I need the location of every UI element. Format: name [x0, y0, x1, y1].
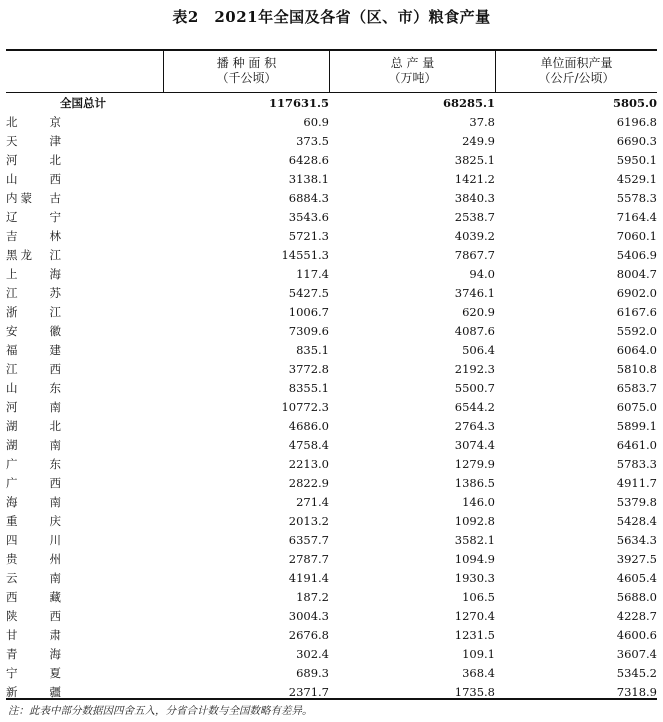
total-output: 68285.1 — [442, 95, 495, 110]
province-name: 天 津 — [6, 133, 61, 148]
yield-cell: 6167.6 — [616, 304, 657, 319]
sown-area-cell: 3004.3 — [288, 608, 329, 623]
header-yield — [496, 56, 657, 86]
table-row — [6, 359, 657, 378]
province-name: 黑龙 江 — [6, 247, 61, 262]
sown-area-cell: 6428.6 — [288, 152, 329, 167]
table-row — [6, 131, 657, 150]
table-row — [6, 492, 657, 511]
output-cell: 2538.7 — [454, 209, 495, 224]
yield-cell: 6902.0 — [616, 285, 657, 300]
province-name: 宁 夏 — [6, 665, 61, 680]
output-cell: 1092.8 — [454, 513, 495, 528]
yield-cell: 7060.1 — [616, 228, 657, 243]
sown-area-cell: 2676.8 — [288, 627, 329, 642]
province-name: 重 庆 — [6, 513, 61, 528]
province-name: 内蒙 古 — [6, 190, 61, 205]
province-name-cell — [6, 378, 163, 397]
yield-cell: 5783.3 — [616, 456, 657, 471]
province-name-cell — [6, 188, 163, 207]
table-row — [6, 321, 657, 340]
yield-cell: 3927.5 — [616, 551, 657, 566]
sown-area-cell: 6884.3 — [288, 190, 329, 205]
output-cell: 1386.5 — [454, 475, 495, 490]
province-name: 西 藏 — [6, 589, 61, 604]
output-cell: 2764.3 — [454, 418, 495, 433]
table-row — [6, 302, 657, 321]
yield-cell: 4529.1 — [616, 171, 657, 186]
province-name: 河 北 — [6, 152, 61, 167]
table-row — [6, 568, 657, 587]
header-area-label: 播 种 面 积 — [216, 56, 277, 70]
output-cell: 3825.1 — [454, 152, 495, 167]
sown-area-cell: 117.4 — [296, 266, 329, 281]
province-name: 甘 肃 — [6, 627, 61, 642]
province-name: 吉 林 — [6, 228, 61, 243]
sown-area-cell: 7309.6 — [288, 323, 329, 338]
province-name: 浙 江 — [6, 304, 61, 319]
sown-area-cell: 5721.3 — [288, 228, 329, 243]
sown-area-cell: 2013.2 — [288, 513, 329, 528]
table-row — [6, 416, 657, 435]
sown-area-cell: 2213.0 — [288, 456, 329, 471]
province-name-cell — [6, 169, 163, 188]
sown-area-cell: 835.1 — [296, 342, 329, 357]
province-name: 湖 南 — [6, 437, 61, 452]
yield-cell: 7164.4 — [616, 209, 657, 224]
output-cell: 249.9 — [462, 133, 495, 148]
province-name: 安 徽 — [6, 323, 61, 338]
output-cell: 106.5 — [462, 589, 495, 604]
province-name-cell — [6, 568, 163, 587]
yield-cell: 5810.8 — [616, 361, 657, 376]
table-row — [6, 644, 657, 663]
table-row — [6, 169, 657, 188]
top-rule — [6, 49, 657, 51]
province-name: 四 川 — [6, 532, 61, 547]
sown-area-cell: 4686.0 — [288, 418, 329, 433]
province-name: 河 南 — [6, 399, 61, 414]
output-cell: 1735.8 — [454, 684, 495, 699]
sown-area-cell: 373.5 — [296, 133, 329, 148]
output-cell: 368.4 — [462, 665, 495, 680]
province-name-cell — [6, 226, 163, 245]
output-cell: 4087.6 — [454, 323, 495, 338]
footnote: 注：此表中部分数据因四舍五入，分省合计数与全国数略有差异。 — [8, 705, 313, 717]
table-row — [6, 587, 657, 606]
yield-cell: 7318.9 — [616, 684, 657, 699]
sown-area-cell: 2787.7 — [288, 551, 329, 566]
output-cell: 4039.2 — [454, 228, 495, 243]
sown-area-cell: 302.4 — [296, 646, 329, 661]
output-cell: 1270.4 — [454, 608, 495, 623]
yield-cell: 5578.3 — [616, 190, 657, 205]
yield-cell: 8004.7 — [616, 266, 657, 281]
province-name: 青 海 — [6, 646, 61, 661]
table-row — [6, 473, 657, 492]
sown-area-cell: 271.4 — [296, 494, 329, 509]
province-name-cell — [6, 340, 163, 359]
table-row — [6, 112, 657, 131]
sown-area-cell: 8355.1 — [288, 380, 329, 395]
table-title: 表2 2021年全国及各省（区、市）粮食产量 — [172, 8, 491, 26]
total-name: 全国总计 — [60, 95, 106, 110]
header-output — [330, 56, 495, 86]
province-name: 新 疆 — [6, 684, 61, 699]
yield-cell: 5899.1 — [616, 418, 657, 433]
output-cell: 620.9 — [462, 304, 495, 319]
province-name-cell — [6, 644, 163, 663]
province-name-cell — [6, 511, 163, 530]
province-name-cell — [6, 663, 163, 682]
output-cell: 1231.5 — [454, 627, 495, 642]
yield-cell: 6690.3 — [616, 133, 657, 148]
output-cell: 3074.4 — [454, 437, 495, 452]
yield-cell: 6064.0 — [616, 342, 657, 357]
sown-area-cell: 5427.5 — [288, 285, 329, 300]
table-row — [6, 435, 657, 454]
yield-cell: 5379.8 — [616, 494, 657, 509]
output-cell: 37.8 — [469, 114, 495, 129]
table-row — [6, 530, 657, 549]
province-name: 陕 西 — [6, 608, 61, 623]
province-name: 山 西 — [6, 171, 61, 186]
header-output-label: 总 产 量 — [390, 56, 435, 70]
yield-cell: 4228.7 — [616, 608, 657, 623]
output-cell: 109.1 — [462, 646, 495, 661]
province-name: 贵 州 — [6, 551, 61, 566]
header-area-unit: （千公顷） — [216, 71, 277, 85]
output-cell: 3746.1 — [454, 285, 495, 300]
sown-area-cell: 6357.7 — [288, 532, 329, 547]
output-cell: 3840.3 — [454, 190, 495, 205]
sown-area-cell: 4191.4 — [288, 570, 329, 585]
province-name: 广 西 — [6, 475, 61, 490]
yield-cell: 5428.4 — [616, 513, 657, 528]
province-name: 江 西 — [6, 361, 61, 376]
province-name: 广 东 — [6, 456, 61, 471]
province-name-cell — [6, 321, 163, 340]
sown-area-cell: 10772.3 — [281, 399, 329, 414]
output-cell: 146.0 — [462, 494, 495, 509]
province-name-cell — [6, 549, 163, 568]
header-output-unit: （万吨） — [388, 71, 437, 85]
yield-cell: 5688.0 — [616, 589, 657, 604]
yield-cell: 6196.8 — [616, 114, 657, 129]
province-name-cell — [6, 150, 163, 169]
province-name: 云 南 — [6, 570, 61, 585]
province-name-cell — [6, 492, 163, 511]
province-name-cell — [6, 112, 163, 131]
yield-cell: 5406.9 — [616, 247, 657, 262]
table-row — [6, 207, 657, 226]
table-row — [6, 378, 657, 397]
yield-cell: 6583.7 — [616, 380, 657, 395]
table-row — [6, 245, 657, 264]
table-row — [6, 283, 657, 302]
province-name-cell — [6, 264, 163, 283]
province-name-cell — [6, 302, 163, 321]
output-cell: 6544.2 — [454, 399, 495, 414]
province-name-cell — [6, 397, 163, 416]
table-row — [6, 606, 657, 625]
output-cell: 94.0 — [469, 266, 495, 281]
bottom-rule — [6, 698, 657, 700]
province-name: 山 东 — [6, 380, 61, 395]
province-name: 海 南 — [6, 494, 61, 509]
province-name-cell — [6, 587, 163, 606]
sown-area-cell: 3138.1 — [288, 171, 329, 186]
yield-cell: 4600.6 — [616, 627, 657, 642]
output-cell: 1930.3 — [454, 570, 495, 585]
output-cell: 5500.7 — [454, 380, 495, 395]
sown-area-cell: 60.9 — [303, 114, 329, 129]
sown-area-cell: 14551.3 — [281, 247, 329, 262]
province-name: 福 建 — [6, 342, 61, 357]
header-yield-label: 单位面积产量 — [540, 56, 613, 70]
header-yield-unit: （公斤/公顷） — [538, 71, 615, 85]
sown-area-cell: 187.2 — [296, 589, 329, 604]
table-row — [6, 340, 657, 359]
grain-output-table — [6, 93, 657, 701]
sown-area-cell: 689.3 — [296, 665, 329, 680]
output-cell: 1421.2 — [454, 171, 495, 186]
sown-area-cell: 1006.7 — [288, 304, 329, 319]
province-name-cell — [6, 131, 163, 150]
province-name-cell — [6, 435, 163, 454]
output-cell: 1279.9 — [454, 456, 495, 471]
table-row — [6, 397, 657, 416]
sown-area-cell: 3772.8 — [288, 361, 329, 376]
table-row — [6, 625, 657, 644]
yield-cell: 4605.4 — [616, 570, 657, 585]
yield-cell: 5345.2 — [616, 665, 657, 680]
province-name-cell — [6, 359, 163, 378]
table-row — [6, 188, 657, 207]
province-name: 辽 宁 — [6, 209, 61, 224]
yield-cell: 3607.4 — [616, 646, 657, 661]
province-name-cell — [6, 530, 163, 549]
province-name-cell — [6, 454, 163, 473]
table-row — [6, 264, 657, 283]
yield-cell: 6075.0 — [616, 399, 657, 414]
sown-area-cell: 2822.9 — [288, 475, 329, 490]
output-cell: 506.4 — [462, 342, 495, 357]
table-row — [6, 549, 657, 568]
table-row — [6, 663, 657, 682]
total-yield: 5805.0 — [612, 95, 657, 110]
province-name-cell — [6, 625, 163, 644]
yield-cell: 5950.1 — [616, 152, 657, 167]
province-name-cell — [6, 416, 163, 435]
table-row — [6, 150, 657, 169]
table-row — [6, 511, 657, 530]
table-row — [6, 454, 657, 473]
header-area — [164, 56, 329, 86]
yield-cell: 6461.0 — [616, 437, 657, 452]
province-name-cell — [6, 606, 163, 625]
province-name-cell — [6, 245, 163, 264]
sown-area-cell: 3543.6 — [288, 209, 329, 224]
province-name-cell — [6, 207, 163, 226]
province-name: 北 京 — [6, 114, 61, 129]
province-name-cell — [6, 473, 163, 492]
table-row — [6, 226, 657, 245]
province-name: 江 苏 — [6, 285, 61, 300]
province-name: 湖 北 — [6, 418, 61, 433]
output-cell: 7867.7 — [454, 247, 495, 262]
yield-cell: 4911.7 — [616, 475, 657, 490]
yield-cell: 5592.0 — [616, 323, 657, 338]
province-name-cell — [6, 283, 163, 302]
total-area: 117631.5 — [268, 95, 329, 110]
output-cell: 1094.9 — [454, 551, 495, 566]
output-cell: 2192.3 — [454, 361, 495, 376]
output-cell: 3582.1 — [454, 532, 495, 547]
yield-cell: 5634.3 — [616, 532, 657, 547]
sown-area-cell: 2371.7 — [288, 684, 329, 699]
total-row — [6, 93, 657, 112]
province-name: 上 海 — [6, 266, 61, 281]
sown-area-cell: 4758.4 — [288, 437, 329, 452]
